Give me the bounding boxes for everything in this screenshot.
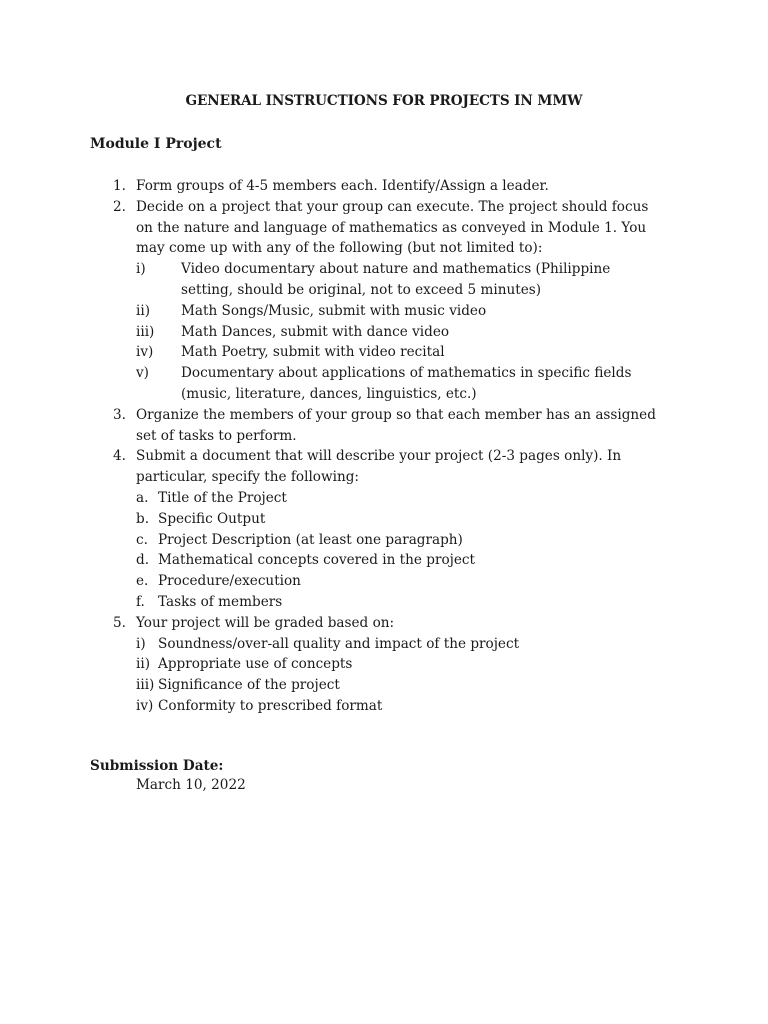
list-item-number: 4. — [113, 448, 126, 465]
submission-date-label: Submission Date: — [90, 758, 224, 774]
sub-item-mark: b. — [136, 510, 150, 527]
sub-item-mark: e. — [136, 573, 149, 590]
sub-item — [0, 363, 768, 405]
list-item-number: 1. — [113, 178, 126, 194]
sub-item-text: Significance of the project — [158, 677, 340, 694]
sub-item-text: Specific Output — [158, 510, 266, 527]
sub-item-mark: c. — [136, 531, 148, 548]
sub-item-mark: iii) — [136, 677, 155, 694]
list-item — [0, 613, 768, 634]
sub-item-text: Soundness/over-all quality and impact of the project — [158, 635, 520, 652]
sub-item-text: Math Dances, submit with dance video — [181, 323, 450, 340]
list-item-text: Form groups of 4-5 members each. Identify/Assign a leader. — [136, 178, 549, 194]
sub-item-mark: iv) — [136, 697, 154, 714]
sub-item — [0, 322, 768, 343]
sub-item — [0, 675, 768, 696]
list-item — [0, 446, 768, 488]
sub-item-text: Project Description (at least one paragraph) — [158, 531, 463, 548]
sub-item-mark: iv) — [136, 344, 154, 361]
list-item-text: Organize the members of your group so that each member has an assigned set of tasks to perform. — [136, 406, 656, 444]
sub-item-text: Documentary about applications of mathematics in specific fields (music, literature, dances, linguistics, etc.) — [181, 365, 632, 402]
sub-item-mark: f. — [136, 593, 145, 610]
sub-item-text: Video documentary about nature and mathematics (Philippine setting, should be original, not to exceed 5 minutes) — [181, 261, 611, 298]
sub-item-text: Tasks of members — [158, 593, 283, 610]
list-item-text: Submit a document that will describe your project (2-3 pages only). In particular, specify the following: — [136, 448, 622, 486]
sub-item-text: Math Songs/Music, submit with music video — [181, 302, 487, 319]
sub-item — [0, 488, 768, 509]
sub-item-text: Conformity to prescribed format — [158, 697, 383, 714]
list-item-number: 3. — [113, 406, 126, 423]
sub-item — [0, 301, 768, 322]
sub-item-mark: i) — [136, 261, 146, 278]
sub-item — [0, 530, 768, 551]
sub-item — [0, 634, 768, 655]
sub-item-text: Title of the Project — [158, 489, 287, 506]
sub-item — [0, 696, 768, 717]
list-item-text: Decide on a project that your group can execute. The project should focus on the nature and language of mathematics as conveyed in Module 1. You may come up with any of the following (but not limited to): — [136, 198, 649, 257]
sub-item-mark: iii) — [136, 323, 155, 340]
sub-item — [0, 592, 768, 613]
sub-item — [0, 550, 768, 571]
sub-item-mark: v) — [136, 365, 149, 382]
list-item-number: 2. — [113, 198, 126, 215]
list-item-text: Your project will be graded based on: — [136, 614, 395, 631]
document-title: GENERAL INSTRUCTIONS FOR PROJECTS IN MMW — [185, 93, 583, 109]
sub-item — [0, 509, 768, 530]
sub-item — [0, 654, 768, 675]
sub-item — [0, 571, 768, 592]
sub-item-mark: d. — [136, 552, 150, 569]
instruction-list — [0, 176, 768, 717]
sub-item-mark: i) — [136, 635, 146, 652]
list-item-number: 5. — [113, 614, 126, 631]
sub-item-mark: ii) — [136, 656, 150, 673]
sub-item-text: Math Poetry, submit with video recital — [181, 344, 445, 361]
list-item — [0, 176, 768, 197]
list-item — [0, 197, 768, 259]
sub-item-mark: ii) — [136, 302, 150, 319]
sub-item-text: Appropriate use of concepts — [158, 656, 353, 673]
sub-item — [0, 342, 768, 363]
submission-date-value: March 10, 2022 — [136, 777, 246, 793]
sub-item-mark: a. — [136, 489, 149, 506]
module-heading: Module I Project — [90, 136, 222, 152]
list-item — [0, 405, 768, 447]
sub-item-text: Mathematical concepts covered in the project — [158, 552, 475, 569]
sub-item-text: Procedure/execution — [158, 573, 301, 590]
sub-item — [0, 259, 768, 301]
